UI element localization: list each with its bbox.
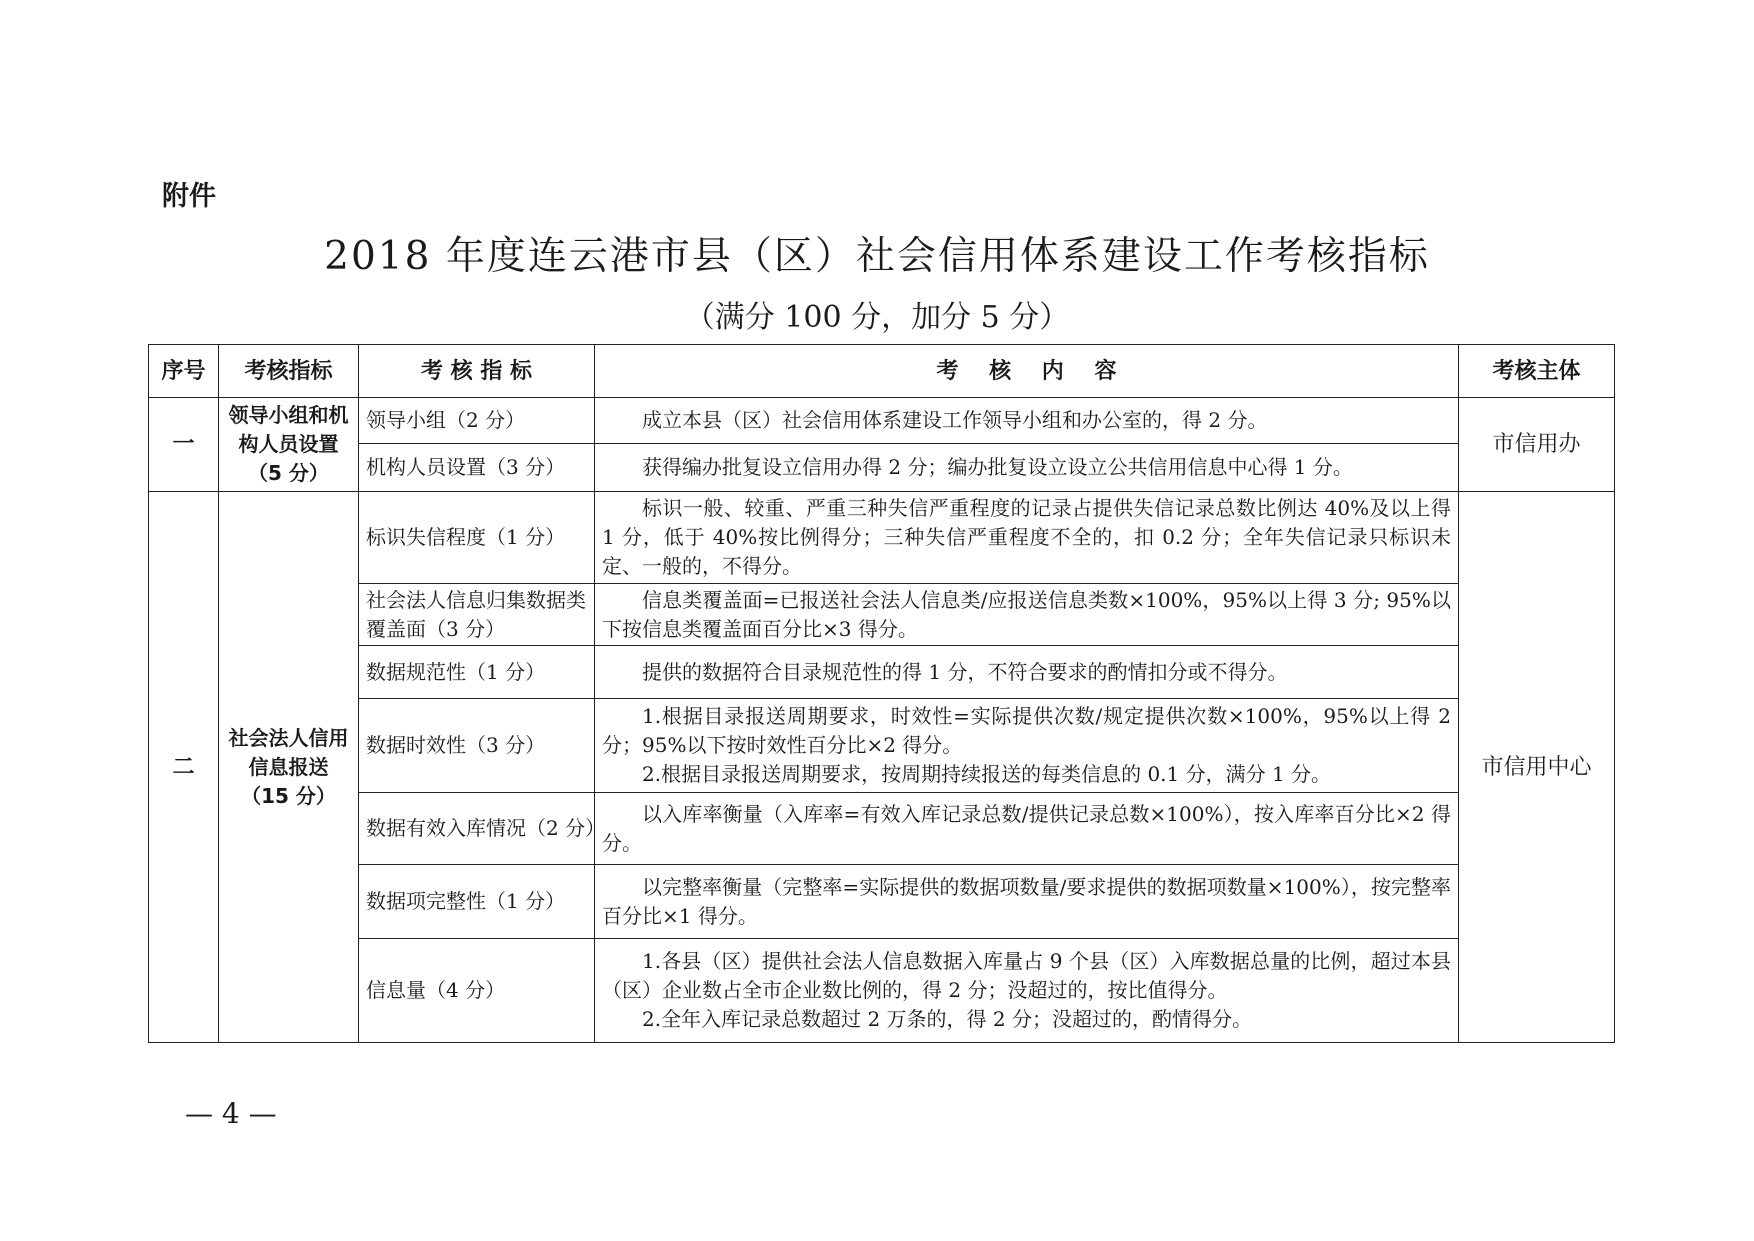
content-line: 成立本县（区）社会信用体系建设工作领导小组和办公室的，得 2 分。	[642, 408, 1268, 432]
content-cell	[595, 444, 1459, 492]
content-line: 1.根据目录报送周期要求，时效性=实际提供次数/规定提供次数×100%，95%以上得 2 分；95%以下按时效性百分比×2 得分。	[602, 704, 1451, 757]
content-cell	[595, 646, 1459, 699]
header-seq: 序号	[149, 345, 219, 398]
header-content: 考 核 内 容	[595, 345, 1459, 398]
table-row	[149, 584, 1615, 646]
section-subject: 市信用办	[1459, 398, 1615, 492]
content-line: 以入库率衡量（入库率=有效入库记录总数/提供记录总数×100%），按入库率百分比×2 得分。	[602, 801, 1451, 855]
content-cell	[595, 398, 1459, 444]
page-subtitle: （满分 100 分，加分 5 分）	[684, 300, 1070, 335]
section-subject: 市信用中心	[1459, 492, 1615, 1043]
indicator-cell: 机构人员设置（3 分）	[359, 444, 595, 492]
section-category: 领导小组和机构人员设置（5 分）	[219, 398, 359, 492]
indicator-cell: 数据项完整性（1 分）	[359, 865, 595, 939]
content-cell	[595, 793, 1459, 865]
content-line: 信息类覆盖面=已报送社会法人信息类/应报送信息类数×100%，95%以上得 3 分; 95%以下按信息类覆盖面百分比×3 得分。	[602, 587, 1451, 641]
table-row	[149, 699, 1615, 793]
indicator-cell: 数据时效性（3 分）	[359, 699, 595, 793]
section-seq: 一	[149, 398, 219, 492]
content-cell	[595, 939, 1459, 1043]
table-row	[149, 646, 1615, 699]
table-row	[149, 939, 1615, 1043]
content-cell	[595, 865, 1459, 939]
content-line: 获得编办批复设立信用办得 2 分；编办批复设立设立公共信用信息中心得 1 分。	[642, 455, 1353, 479]
page-number: — 4 —	[185, 1097, 277, 1130]
table-row	[149, 793, 1615, 865]
indicator-cell: 数据有效入库情况（2 分）	[359, 793, 595, 865]
content-line: 以完整率衡量（完整率=实际提供的数据项数量/要求提供的数据项数量×100%），按完整率百分比×1 得分。	[602, 874, 1451, 928]
indicator-cell: 信息量（4 分）	[359, 939, 595, 1043]
table-row	[149, 444, 1615, 492]
content-line: 1.各县（区）提供社会法人信息数据入库量占 9 个县（区）入库数据总量的比例，超过本县（区）企业数占全市企业数比例的，得 2 分；没超过的，按比值得分。	[602, 949, 1451, 1002]
section-seq: 二	[149, 492, 219, 1043]
table-header-row	[149, 345, 1615, 398]
table-row	[149, 865, 1615, 939]
content-cell	[595, 492, 1459, 584]
content-line: 2.全年入库记录总数超过 2 万条的，得 2 分；没超过的，酌情得分。	[642, 1007, 1252, 1031]
header-indicator: 考 核 指 标	[359, 345, 595, 398]
content-cell	[595, 699, 1459, 793]
content-line: 标识一般、较重、严重三种失信严重程度的记录占提供失信记录总数比例达 40%及以上得 1 分，低于 40%按比例得分；三种失信严重程度不全的，扣 0.2 分；全年失信记录只标识未定、一般的，不得分。	[602, 496, 1451, 578]
content-line: 提供的数据符合目录规范性的得 1 分，不符合要求的酌情扣分或不得分。	[642, 659, 1288, 684]
table-row	[149, 398, 1615, 444]
header-subject: 考核主体	[1459, 345, 1615, 398]
attachment-label: 附件	[162, 181, 216, 212]
table-row	[149, 492, 1615, 584]
header-category: 考核指标	[219, 345, 359, 398]
content-cell	[595, 584, 1459, 646]
content-line: 2.根据目录报送周期要求，按周期持续报送的每类信息的 0.1 分，满分 1 分。	[642, 762, 1332, 786]
indicator-cell: 标识失信程度（1 分）	[359, 492, 595, 584]
assessment-table	[148, 344, 1615, 1043]
page-title: 2018 年度连云港市县（区）社会信用体系建设工作考核指标	[324, 234, 1430, 279]
indicator-cell: 数据规范性（1 分）	[359, 646, 595, 699]
section-category: 社会法人信用信息报送（15 分）	[219, 492, 359, 1043]
indicator-cell: 领导小组（2 分）	[359, 398, 595, 444]
indicator-cell: 社会法人信息归集数据类覆盖面（3 分）	[359, 584, 595, 646]
